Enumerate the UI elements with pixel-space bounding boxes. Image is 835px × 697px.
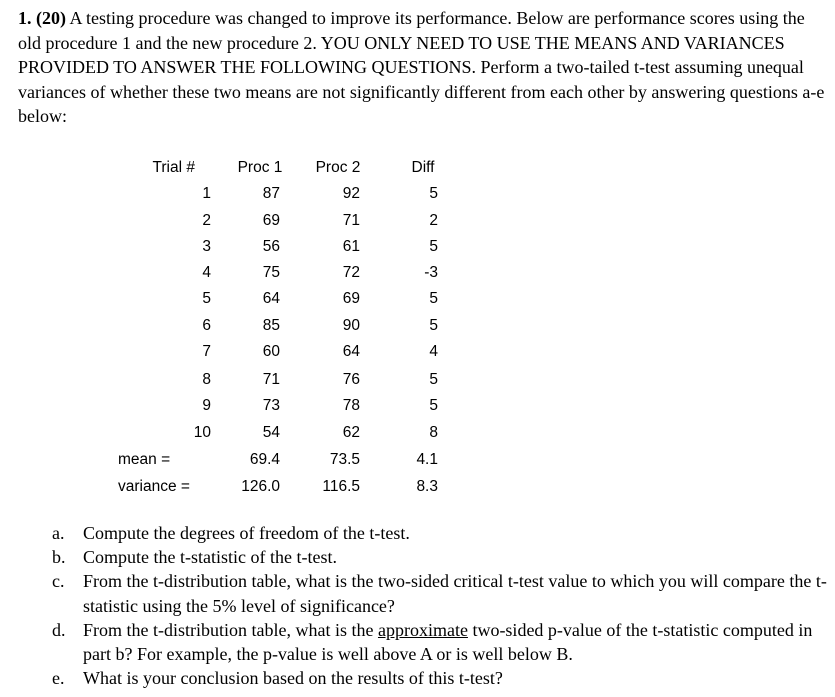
trial-number: 3: [202, 238, 211, 255]
proc1-value: 56: [262, 238, 280, 255]
mean-diff: 4.1: [416, 451, 438, 468]
problem-text: A testing procedure was changed to improve its performance. Below are performance scores using the old procedure 1 and the new procedure 2. YOU ONLY NEED TO USE THE MEANS AND VARIANCES PROVIDED TO ANSWER THE FOLLOWING QUESTIONS. Perform a two-tailed t-test assuming unequal variances of whether these two means are not significantly different from each other by answering questions a-e below:: [18, 8, 825, 127]
diff-value: 5: [429, 238, 438, 255]
proc1-value: 64: [262, 290, 280, 307]
question-text-before: From the t-distribution table, what is the: [83, 619, 378, 640]
question-text-after: two-sided p-value of the t-statistic computed in part b? For example, the p-value is well above A or is well below B.: [83, 619, 813, 665]
diff-value: 8: [429, 424, 438, 441]
proc2-value: 90: [342, 317, 360, 334]
diff-value: -3: [424, 264, 438, 281]
mean-proc2: 73.5: [329, 451, 360, 468]
proc2-value: 78: [342, 397, 360, 414]
header-diff: Diff: [411, 159, 435, 176]
question-letter: a.: [52, 523, 65, 543]
mean-label: mean =: [118, 451, 171, 468]
variance-label: variance =: [118, 478, 190, 495]
question-letter: c.: [52, 571, 65, 592]
proc1-value: 69: [262, 212, 280, 229]
trial-number: 5: [202, 290, 211, 307]
diff-value: 5: [429, 317, 438, 334]
question-b: [0, 545, 835, 569]
trial-number: 2: [202, 212, 211, 229]
question-text: What is your conclusion based on the results of this t-test?: [83, 668, 503, 689]
proc1-value: 54: [262, 424, 280, 441]
proc1-value: 87: [262, 185, 280, 202]
variance-proc2: 116.5: [322, 478, 360, 495]
header-proc2: Proc 2: [315, 159, 361, 176]
question-text: Compute the degrees of freedom of the t-test.: [83, 523, 410, 543]
proc2-value: 72: [342, 264, 360, 281]
variance-diff: 8.3: [416, 478, 438, 495]
variance-proc1: 126.0: [241, 478, 280, 495]
proc1-value: 60: [262, 343, 280, 360]
header-proc1: Proc 1: [237, 159, 283, 176]
diff-value: 2: [429, 212, 438, 229]
trial-number: 10: [193, 424, 211, 441]
question-letter: d.: [52, 619, 66, 640]
question-d: [0, 618, 835, 666]
diff-value: 5: [429, 185, 438, 202]
proc1-value: 85: [262, 317, 280, 334]
underlined-word: approximate: [377, 619, 468, 640]
diff-value: 5: [429, 290, 438, 307]
trial-number: 1: [202, 185, 211, 202]
problem-points: (20): [36, 8, 66, 28]
question-c: [0, 569, 835, 617]
problem-statement: [18, 6, 830, 129]
trial-number: 7: [202, 343, 211, 360]
proc1-value: 71: [262, 371, 280, 388]
diff-value: 4: [429, 343, 438, 360]
proc2-value: 92: [342, 185, 360, 202]
question-letter: e.: [52, 668, 65, 689]
problem-number: 1.: [18, 8, 32, 28]
question-e: [0, 666, 835, 690]
proc2-value: 62: [342, 424, 360, 441]
diff-value: 5: [429, 371, 438, 388]
proc1-value: 75: [262, 264, 280, 281]
question-letter: b.: [52, 547, 66, 568]
question-a: [0, 521, 835, 545]
trial-number: 6: [202, 317, 211, 334]
question-text: From the t-distribution table, what is the two-sided critical t-test value to which you will compare the t-statistic using the 5% level of significance?: [83, 571, 827, 616]
proc2-value: 69: [342, 290, 360, 307]
trial-number: 4: [202, 264, 211, 281]
trial-number: 8: [202, 371, 211, 388]
diff-value: 5: [429, 397, 438, 414]
proc2-value: 61: [342, 238, 360, 255]
mean-proc1: 69.4: [249, 451, 280, 468]
trial-number: 9: [202, 397, 211, 414]
question-list: [0, 521, 835, 690]
header-trial: Trial #: [152, 159, 195, 176]
proc2-value: 71: [342, 212, 360, 229]
question-text: Compute the t-statistic of the t-test.: [83, 547, 337, 568]
proc2-value: 64: [342, 343, 360, 360]
proc1-value: 73: [262, 397, 280, 414]
proc2-value: 76: [342, 371, 360, 388]
